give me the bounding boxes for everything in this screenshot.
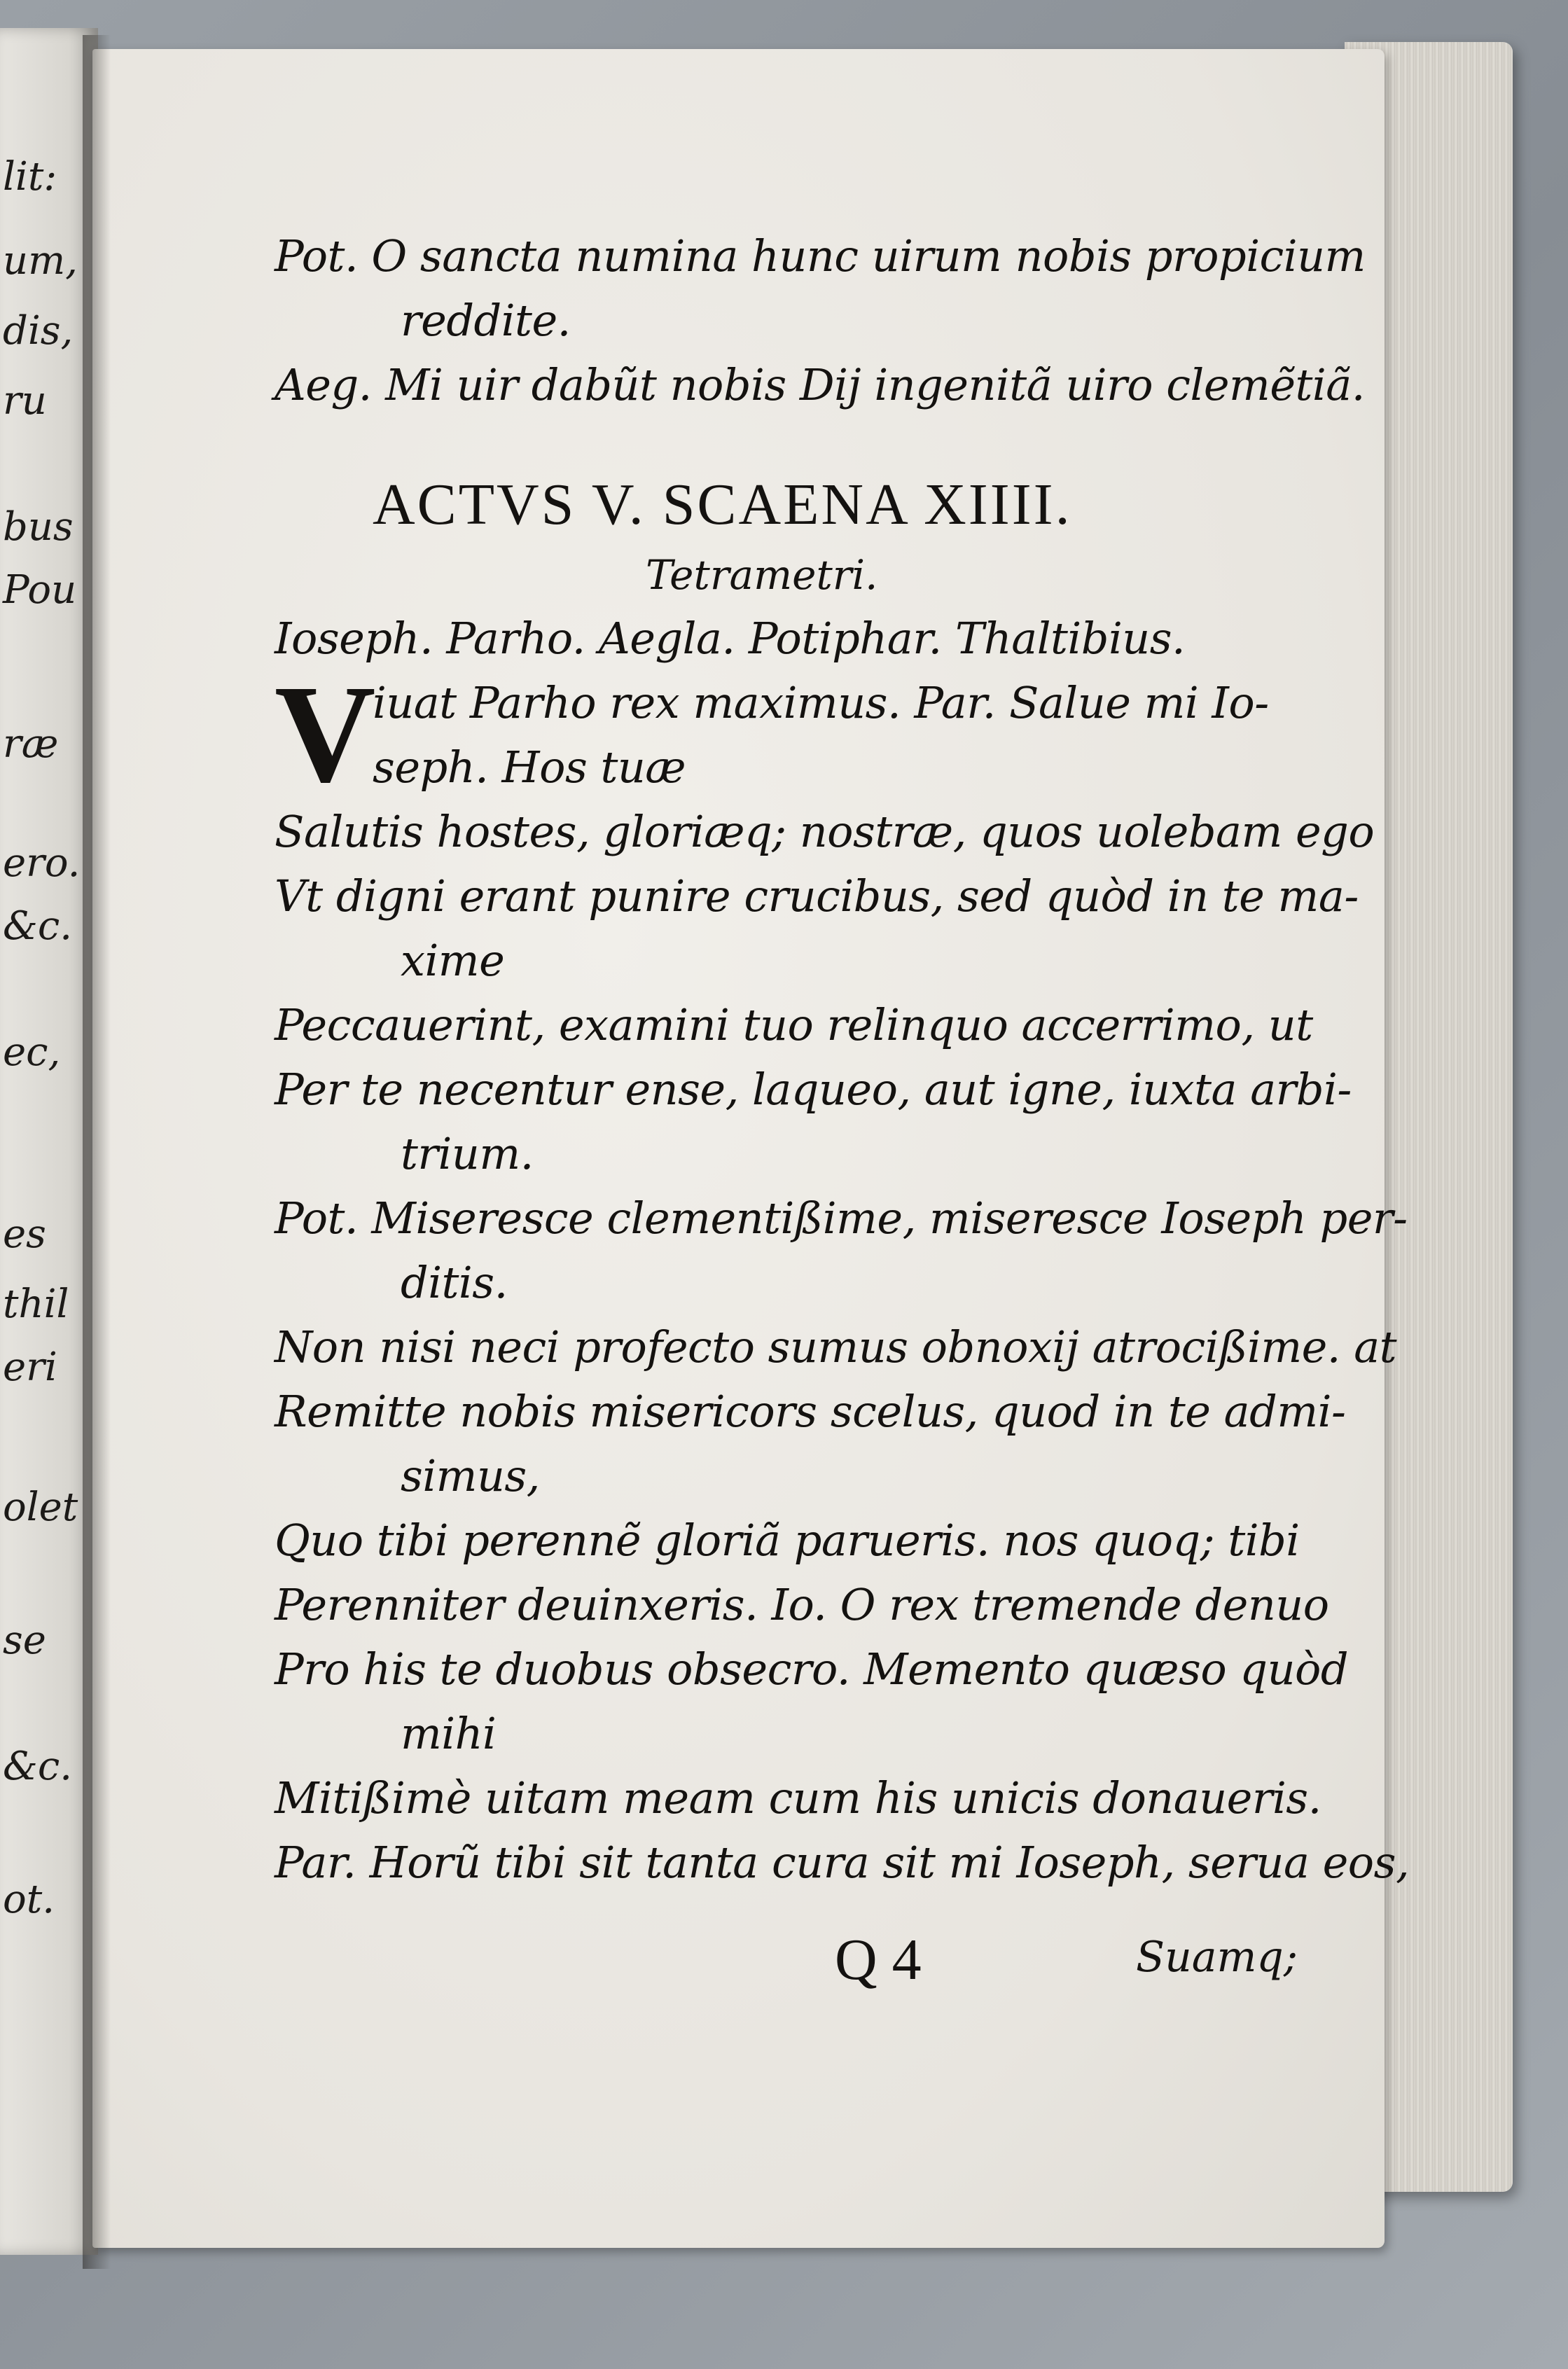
left-page-fragment: ot. bbox=[3, 1877, 55, 1922]
lines-before-heading bbox=[275, 224, 1366, 417]
verse-line-top-3: Aeg. Mi uir dabũt nobis Dij ingenitã uiro clemẽtiã. bbox=[275, 359, 1365, 410]
verse-line-top-2: reddite. bbox=[401, 295, 571, 346]
catchword: Suamq; bbox=[1136, 1933, 1298, 1982]
verse-line-1: Salutis hostes, gloriæq; nostræ, quos uolebam ego bbox=[275, 806, 1375, 857]
meter-subheading: Tetrametri. bbox=[646, 551, 878, 599]
left-page-fragment: ræ bbox=[3, 721, 59, 767]
dropcap-line-2: seph. Hos tuæ bbox=[373, 742, 686, 793]
left-page-fragment: Pou bbox=[3, 567, 77, 613]
left-page-fragment: es bbox=[3, 1211, 46, 1257]
left-page-fragment: se bbox=[3, 1618, 46, 1663]
verse-line-8: ditis. bbox=[401, 1257, 508, 1308]
drop-capital: V bbox=[275, 657, 376, 812]
left-page-fragment: ero. bbox=[3, 840, 81, 886]
left-page-fragment: ru bbox=[3, 378, 47, 424]
verse-line-14: Pro his te duobus obsecro. Memento quæso quòd bbox=[275, 1644, 1349, 1695]
book-page bbox=[92, 49, 1410, 2248]
verse-line-10: Remitte nobis misericors scelus, quod in te admi- bbox=[275, 1386, 1346, 1437]
left-page-fragment: thil bbox=[3, 1281, 69, 1327]
verse-line-17: Par. Horũ tibi sit tanta cura sit mi Ioseph, serua eos, bbox=[275, 1837, 1410, 1888]
left-page-fragment: &c. bbox=[3, 903, 73, 949]
verse-line-top-1: Pot. O sancta numina hunc uirum nobis propicium bbox=[275, 230, 1366, 282]
left-page-fragment: dis, bbox=[3, 308, 74, 354]
dropcap-block bbox=[275, 657, 1297, 812]
verse-line-4: Peccauerint, examini tuo relinquo accerrimo, ut bbox=[275, 999, 1313, 1050]
verse-line-2: Vt digni erant punire crucibus, sed quòd in te ma- bbox=[275, 870, 1359, 922]
verse-line-13: Perenniter deuinxeris. Io. O rex tremende denuo bbox=[275, 1579, 1329, 1630]
verse-line-3: xime bbox=[401, 935, 505, 986]
spine-shadow bbox=[83, 35, 111, 2269]
dropcap-line-1: iuat Parho rex maximus. Par. Salue mi Io- bbox=[373, 677, 1269, 728]
verse-line-6: trium. bbox=[401, 1128, 534, 1179]
verse-line-16: Mitißimè uitam meam cum his unicis donaueris. bbox=[275, 1772, 1321, 1823]
act-scene-heading: ACTVS V. SCAENA XIIII. bbox=[373, 472, 1072, 537]
signature-mark: Q 4 bbox=[835, 1927, 922, 1992]
lines-after-heading bbox=[275, 800, 1410, 1895]
left-page-fragment: um, bbox=[3, 238, 78, 284]
verse-line-12: Quo tibi perennẽ gloriã parueris. nos quoq; tibi bbox=[275, 1515, 1300, 1566]
left-page-fragment: bus bbox=[3, 504, 74, 550]
left-page-fragment: olet bbox=[3, 1485, 78, 1530]
verse-line-15: mihi bbox=[401, 1708, 497, 1759]
left-page-fragment: lit: bbox=[3, 154, 57, 200]
left-page-fragment: eri bbox=[3, 1345, 57, 1390]
verse-line-11: simus, bbox=[401, 1450, 540, 1501]
page-text bbox=[275, 224, 1410, 1895]
dramatis-personae-line: Ioseph. Parho. Aegla. Potiphar. Thaltibius. bbox=[275, 613, 1186, 664]
left-page-fragment: &c. bbox=[3, 1744, 73, 1789]
verse-line-9: Non nisi neci profecto sumus obnoxij atrocißime. at bbox=[275, 1321, 1397, 1373]
left-page-fragment: ec, bbox=[3, 1029, 61, 1075]
verse-line-5: Per te necentur ense, laqueo, aut igne, iuxta arbi- bbox=[275, 1064, 1352, 1115]
verse-line-7: Pot. Miseresce clementißime, miseresce Ioseph per- bbox=[275, 1193, 1408, 1244]
